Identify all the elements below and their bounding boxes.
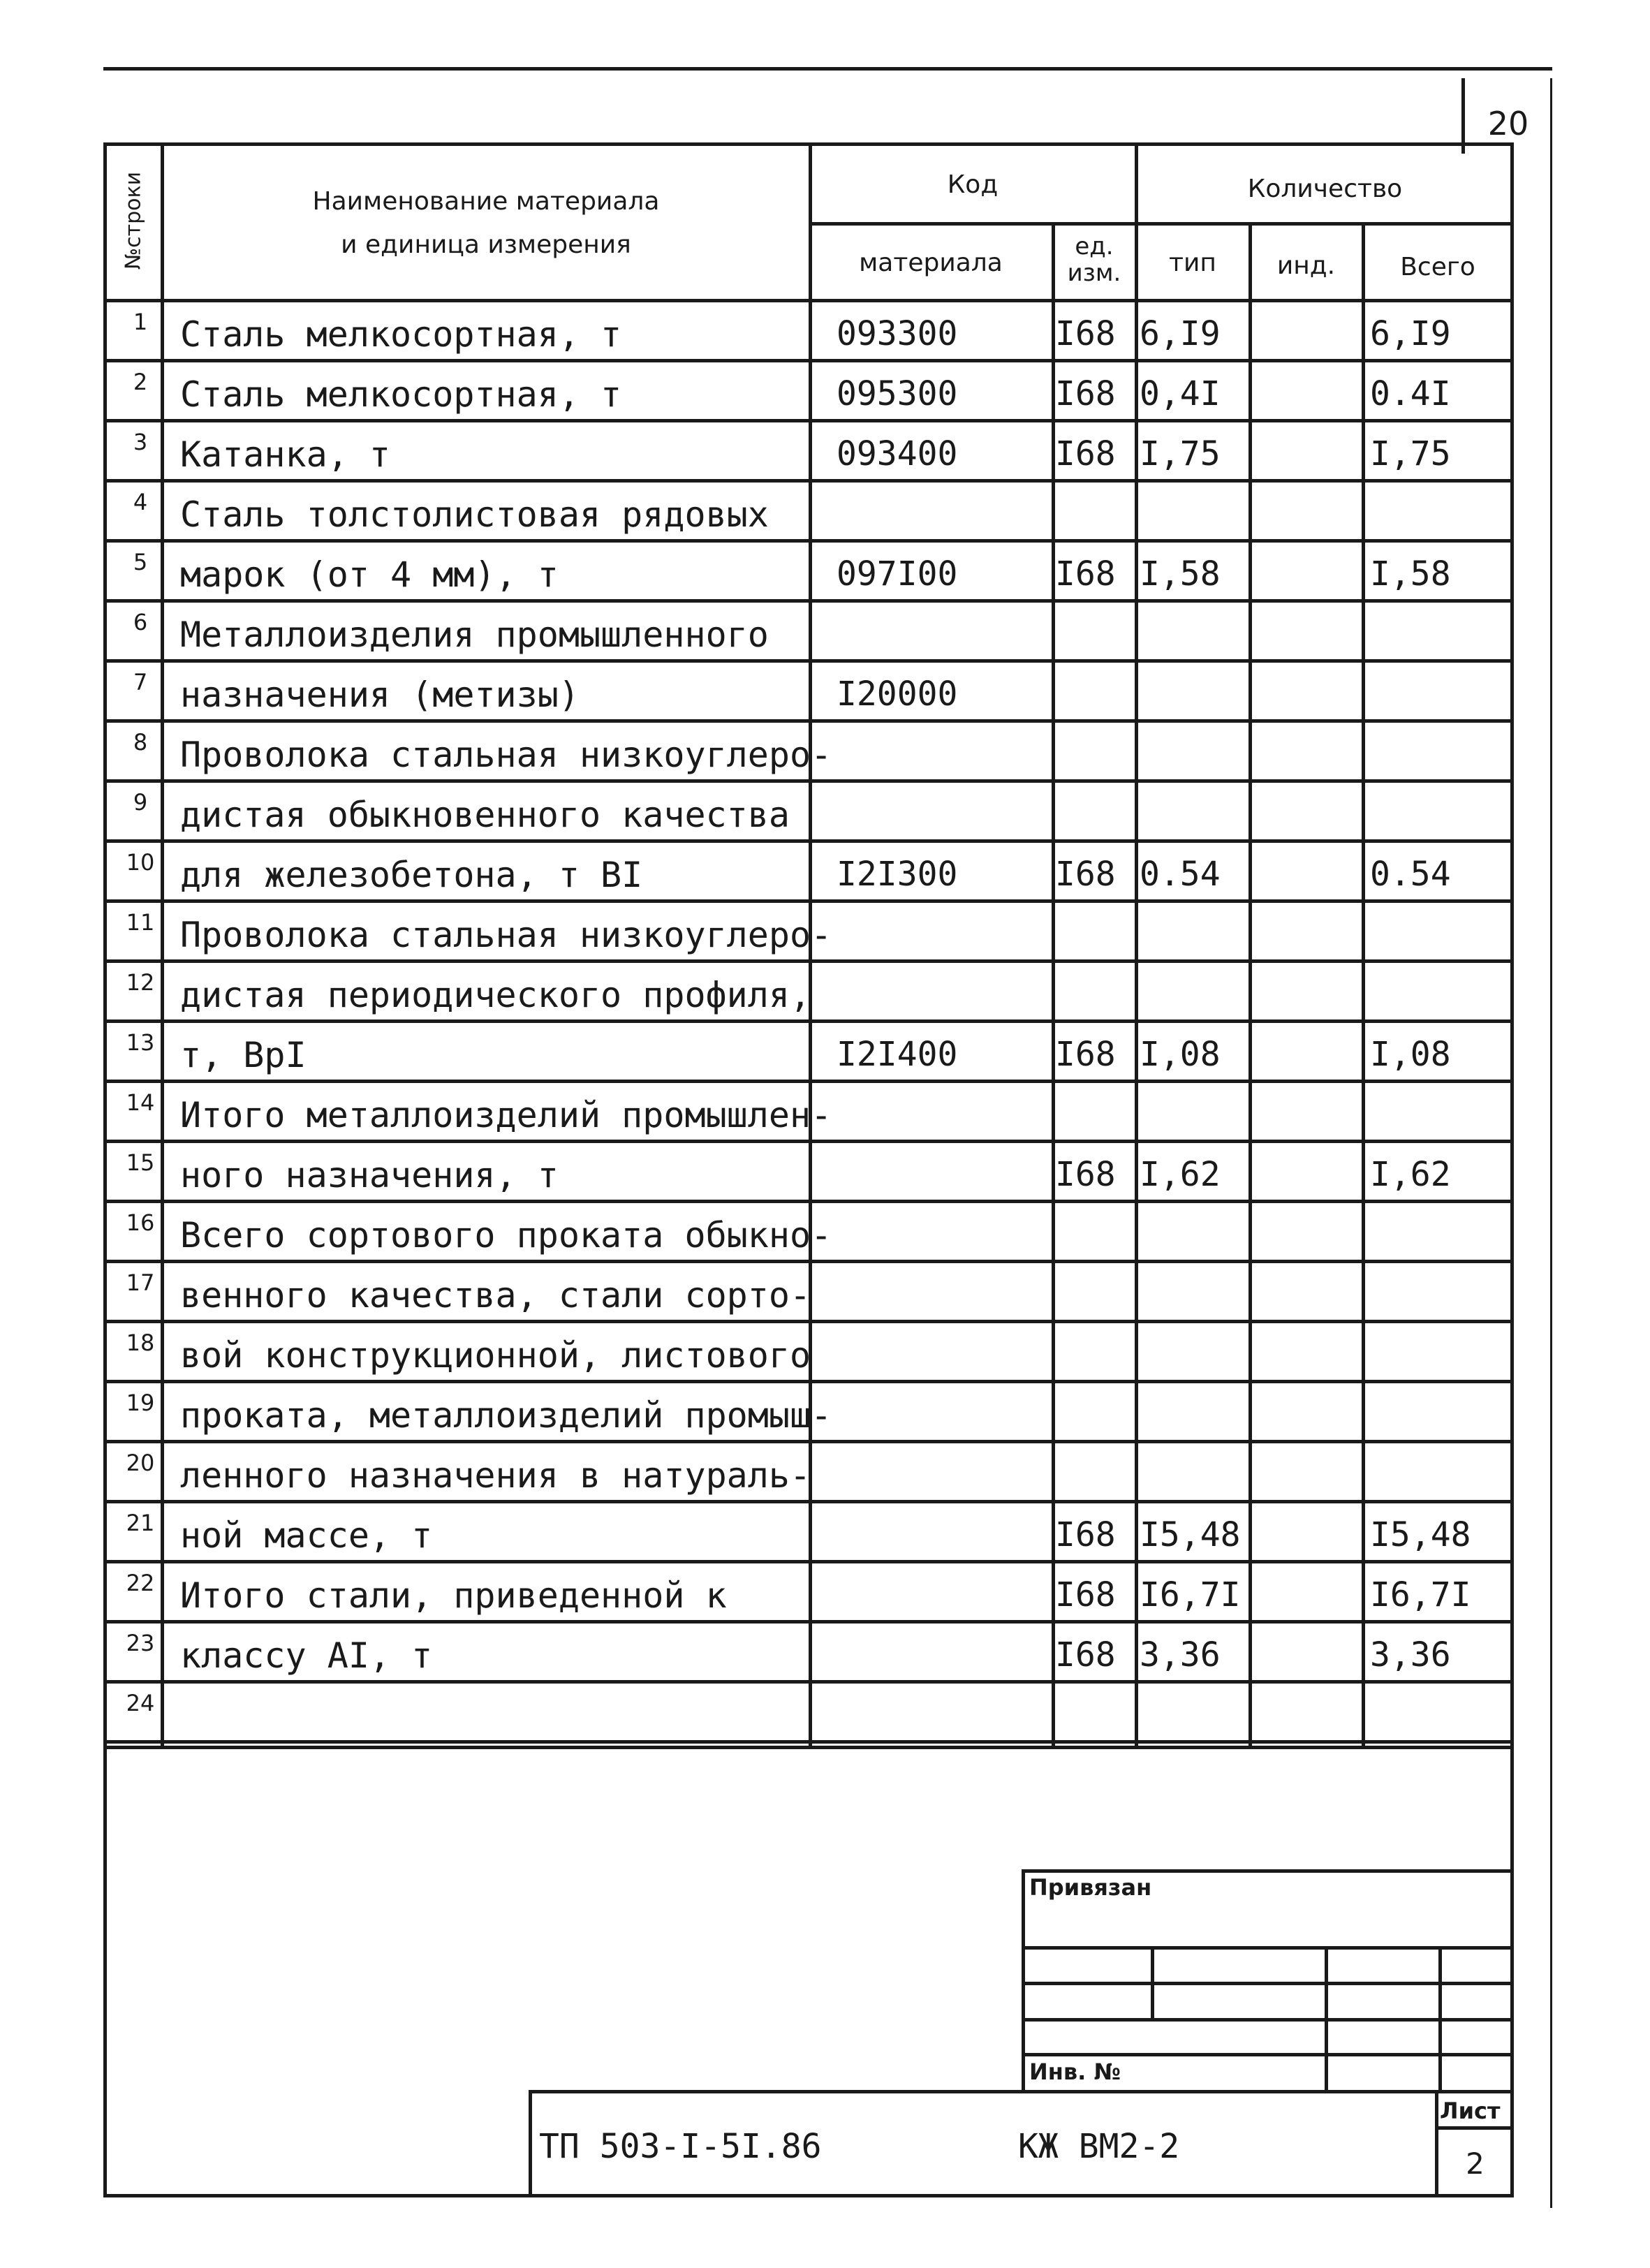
drawing-code: КЖ ВМ2-2 xyxy=(1018,2127,1180,2166)
top-border xyxy=(103,67,1552,71)
qty-type-cell: 0,4I xyxy=(1140,374,1221,413)
material-code-cell: I2I400 xyxy=(837,1035,958,1074)
unit-code-cell: I68 xyxy=(1055,434,1116,473)
row-separator xyxy=(103,1019,1514,1023)
row-number-cell: 14 xyxy=(126,1089,155,1116)
col-sep-code-qty xyxy=(1135,142,1138,1748)
row-separator xyxy=(103,479,1514,483)
material-name-cell: Сталь толстолистовая рядовых xyxy=(180,494,769,535)
row-number-cell: 5 xyxy=(133,549,148,575)
material-code-cell: I20000 xyxy=(837,675,958,714)
material-name-cell: для железобетона, т ВI xyxy=(180,855,643,895)
col-sep-ind-total xyxy=(1362,222,1365,1748)
row-number-cell: 4 xyxy=(133,489,148,515)
material-name-cell: Сталь мелкосортная, т xyxy=(180,374,622,415)
header-mid-line xyxy=(809,222,1514,226)
row-number-cell: 6 xyxy=(133,609,148,635)
row-separator xyxy=(103,1260,1514,1263)
material-name-cell: т, ВрI xyxy=(180,1035,307,1075)
frame-right-border xyxy=(1510,142,1514,2197)
material-name-cell: Итого стали, приведенной к xyxy=(180,1575,727,1616)
stamp-col-2 xyxy=(1325,1946,1328,2093)
material-name-cell: Итого металлоизделий промышлен- xyxy=(180,1095,832,1135)
row-separator xyxy=(103,659,1514,663)
table-bottom-line xyxy=(103,1746,1514,1749)
row-separator xyxy=(103,599,1514,603)
qty-type-cell: I,58 xyxy=(1140,554,1221,594)
material-name-cell: проката, металлоизделий промыш- xyxy=(180,1395,832,1436)
material-name-cell: марок (от 4 мм), т xyxy=(180,554,559,595)
code-unit-header xyxy=(1055,233,1133,286)
material-name-cell: Всего сортового проката обыкно- xyxy=(180,1215,832,1256)
row-number-cell: 10 xyxy=(126,849,155,876)
row-separator xyxy=(103,959,1514,963)
unit-code-cell: I68 xyxy=(1055,855,1116,894)
page-number: 20 xyxy=(1487,105,1529,142)
row-number-cell: 13 xyxy=(126,1029,155,1056)
row-separator xyxy=(103,419,1514,422)
material-name-cell: венного качества, стали сорто- xyxy=(180,1275,811,1316)
qty-ind-header: инд. xyxy=(1276,251,1336,280)
qty-total-cell: I5,48 xyxy=(1370,1515,1471,1554)
qty-type-header: тип xyxy=(1169,249,1216,277)
material-name-cell: Сталь мелкосортная, т xyxy=(180,314,622,355)
material-name-cell: ной массе, т xyxy=(180,1515,433,1556)
code-group-header: Код xyxy=(947,170,999,199)
qty-type-cell: I5,48 xyxy=(1140,1515,1241,1554)
sheet-number: 2 xyxy=(1466,2146,1485,2181)
material-code-cell: 093300 xyxy=(837,314,958,353)
quantity-group-header: Количество xyxy=(1247,175,1403,203)
qty-type-cell: I,62 xyxy=(1140,1155,1221,1194)
qty-type-cell: I,75 xyxy=(1140,434,1221,473)
frame-bottom-border xyxy=(103,2194,1514,2197)
material-name-cell: Проволока стальная низкоуглеро- xyxy=(180,735,832,775)
material-name-cell: дистая обыкновенного качества xyxy=(180,795,790,835)
row-number-cell: 2 xyxy=(133,369,148,395)
row-number-cell: 16 xyxy=(126,1209,155,1236)
qty-total-cell: 6,I9 xyxy=(1370,314,1451,353)
row-separator xyxy=(103,1740,1514,1744)
row-number-cell: 15 xyxy=(126,1149,155,1176)
row-separator xyxy=(103,839,1514,843)
material-name-cell: классу АI, т xyxy=(180,1635,433,1676)
row-separator xyxy=(103,1080,1514,1083)
unit-code-cell: I68 xyxy=(1055,314,1116,353)
stamp-col-1 xyxy=(1151,1946,1154,2020)
row-separator xyxy=(103,1320,1514,1323)
row-number-header-label: №строки xyxy=(121,171,146,270)
qty-type-cell: 6,I9 xyxy=(1140,314,1221,353)
material-code-cell: 097I00 xyxy=(837,554,958,594)
material-code-cell: 093400 xyxy=(837,434,958,473)
row-number-cell: 17 xyxy=(126,1269,155,1296)
row-number-header xyxy=(109,147,158,295)
qty-total-cell: 0.4I xyxy=(1370,374,1451,413)
header-bottom-line xyxy=(103,299,1514,302)
outer-right-border xyxy=(1550,78,1552,2208)
material-name-cell: назначения (метизы) xyxy=(180,675,580,715)
row-separator xyxy=(103,899,1514,903)
row-number-cell: 11 xyxy=(126,909,155,936)
sheet-label: Лист xyxy=(1440,2098,1501,2124)
qty-type-cell: 3,36 xyxy=(1140,1635,1221,1674)
qty-total-cell: I,62 xyxy=(1370,1155,1451,1194)
name-header-line2: и единица измерения xyxy=(341,230,631,259)
row-separator xyxy=(103,779,1514,783)
col-sep-type-ind xyxy=(1248,222,1252,1748)
qty-total-cell: I,75 xyxy=(1370,434,1451,473)
title-block-left-border xyxy=(529,2090,532,2196)
row-number-cell: 8 xyxy=(133,729,148,756)
row-separator xyxy=(103,539,1514,543)
row-number-cell: 19 xyxy=(126,1390,155,1416)
row-number-cell: 23 xyxy=(126,1630,155,1656)
sheet-box-mid-line xyxy=(1435,2126,1514,2130)
unit-code-cell: I68 xyxy=(1055,1035,1116,1074)
unit-code-cell: I68 xyxy=(1055,1515,1116,1554)
qty-total-cell: I,58 xyxy=(1370,554,1451,594)
row-separator xyxy=(103,1680,1514,1684)
material-name-cell: Катанка, т xyxy=(180,434,391,475)
row-separator xyxy=(103,1200,1514,1203)
row-separator xyxy=(103,1440,1514,1443)
row-number-cell: 24 xyxy=(126,1690,155,1716)
row-number-cell: 20 xyxy=(126,1450,155,1476)
row-separator xyxy=(103,1380,1514,1383)
row-separator xyxy=(103,1500,1514,1503)
stamp-top-line xyxy=(1022,1869,1514,1873)
code-unit-header-line1: ед. xyxy=(1075,233,1114,260)
row-number-cell: 7 xyxy=(133,669,148,695)
unit-code-cell: I68 xyxy=(1055,554,1116,594)
row-number-cell: 3 xyxy=(133,429,148,455)
qty-total-cell: 0.54 xyxy=(1370,855,1451,894)
material-name-cell: вой конструкционной, листового xyxy=(180,1335,811,1376)
qty-total-cell: I,08 xyxy=(1370,1035,1451,1074)
unit-code-cell: I68 xyxy=(1055,1155,1116,1194)
material-code-cell: 095300 xyxy=(837,374,958,413)
row-separator xyxy=(103,359,1514,362)
stamp-left-border xyxy=(1022,1869,1025,2093)
unit-code-cell: I68 xyxy=(1055,374,1116,413)
row-separator xyxy=(103,1140,1514,1143)
name-header-line1: Наименование материала xyxy=(312,187,660,216)
code-material-header: материала xyxy=(859,249,1003,277)
row-number-cell: 9 xyxy=(133,789,148,816)
title-block-top-line xyxy=(529,2090,1514,2093)
material-name-cell: Проволока стальная низкоуглеро- xyxy=(180,915,832,955)
row-number-cell: 22 xyxy=(126,1570,155,1596)
material-name-cell: ленного назначения в натураль- xyxy=(180,1455,811,1496)
qty-total-header: Всего xyxy=(1400,253,1475,281)
row-number-cell: 1 xyxy=(133,309,148,335)
document-code: ТП 503-I-5I.86 xyxy=(539,2127,822,2166)
unit-code-cell: I68 xyxy=(1055,1635,1116,1674)
row-number-cell: 12 xyxy=(126,969,155,996)
material-name-cell: Металлоизделия промышленного xyxy=(180,614,769,655)
material-name-cell: ного назначения, т xyxy=(180,1155,559,1195)
qty-type-cell: I,08 xyxy=(1140,1035,1221,1074)
row-separator xyxy=(103,719,1514,723)
frame-left-border xyxy=(103,142,107,2197)
row-separator xyxy=(103,1560,1514,1563)
material-name-cell: дистая периодического профиля, xyxy=(180,975,811,1015)
unit-code-cell: I68 xyxy=(1055,1575,1116,1614)
inventory-number-label: Инв. № xyxy=(1029,2059,1121,2085)
qty-total-cell: I6,7I xyxy=(1370,1575,1471,1614)
bound-label: Привязан xyxy=(1029,1874,1152,1901)
stamp-col-3 xyxy=(1438,1946,1442,2093)
row-number-cell: 18 xyxy=(126,1330,155,1356)
qty-total-cell: 3,36 xyxy=(1370,1635,1451,1674)
row-number-cell: 21 xyxy=(126,1510,155,1536)
qty-type-cell: I6,7I xyxy=(1140,1575,1241,1614)
code-unit-header-line2: изм. xyxy=(1067,259,1121,287)
row-separator xyxy=(103,1620,1514,1623)
material-code-cell: I2I300 xyxy=(837,855,958,894)
col-sep-rownum xyxy=(161,142,164,1748)
qty-type-cell: 0.54 xyxy=(1140,855,1221,894)
